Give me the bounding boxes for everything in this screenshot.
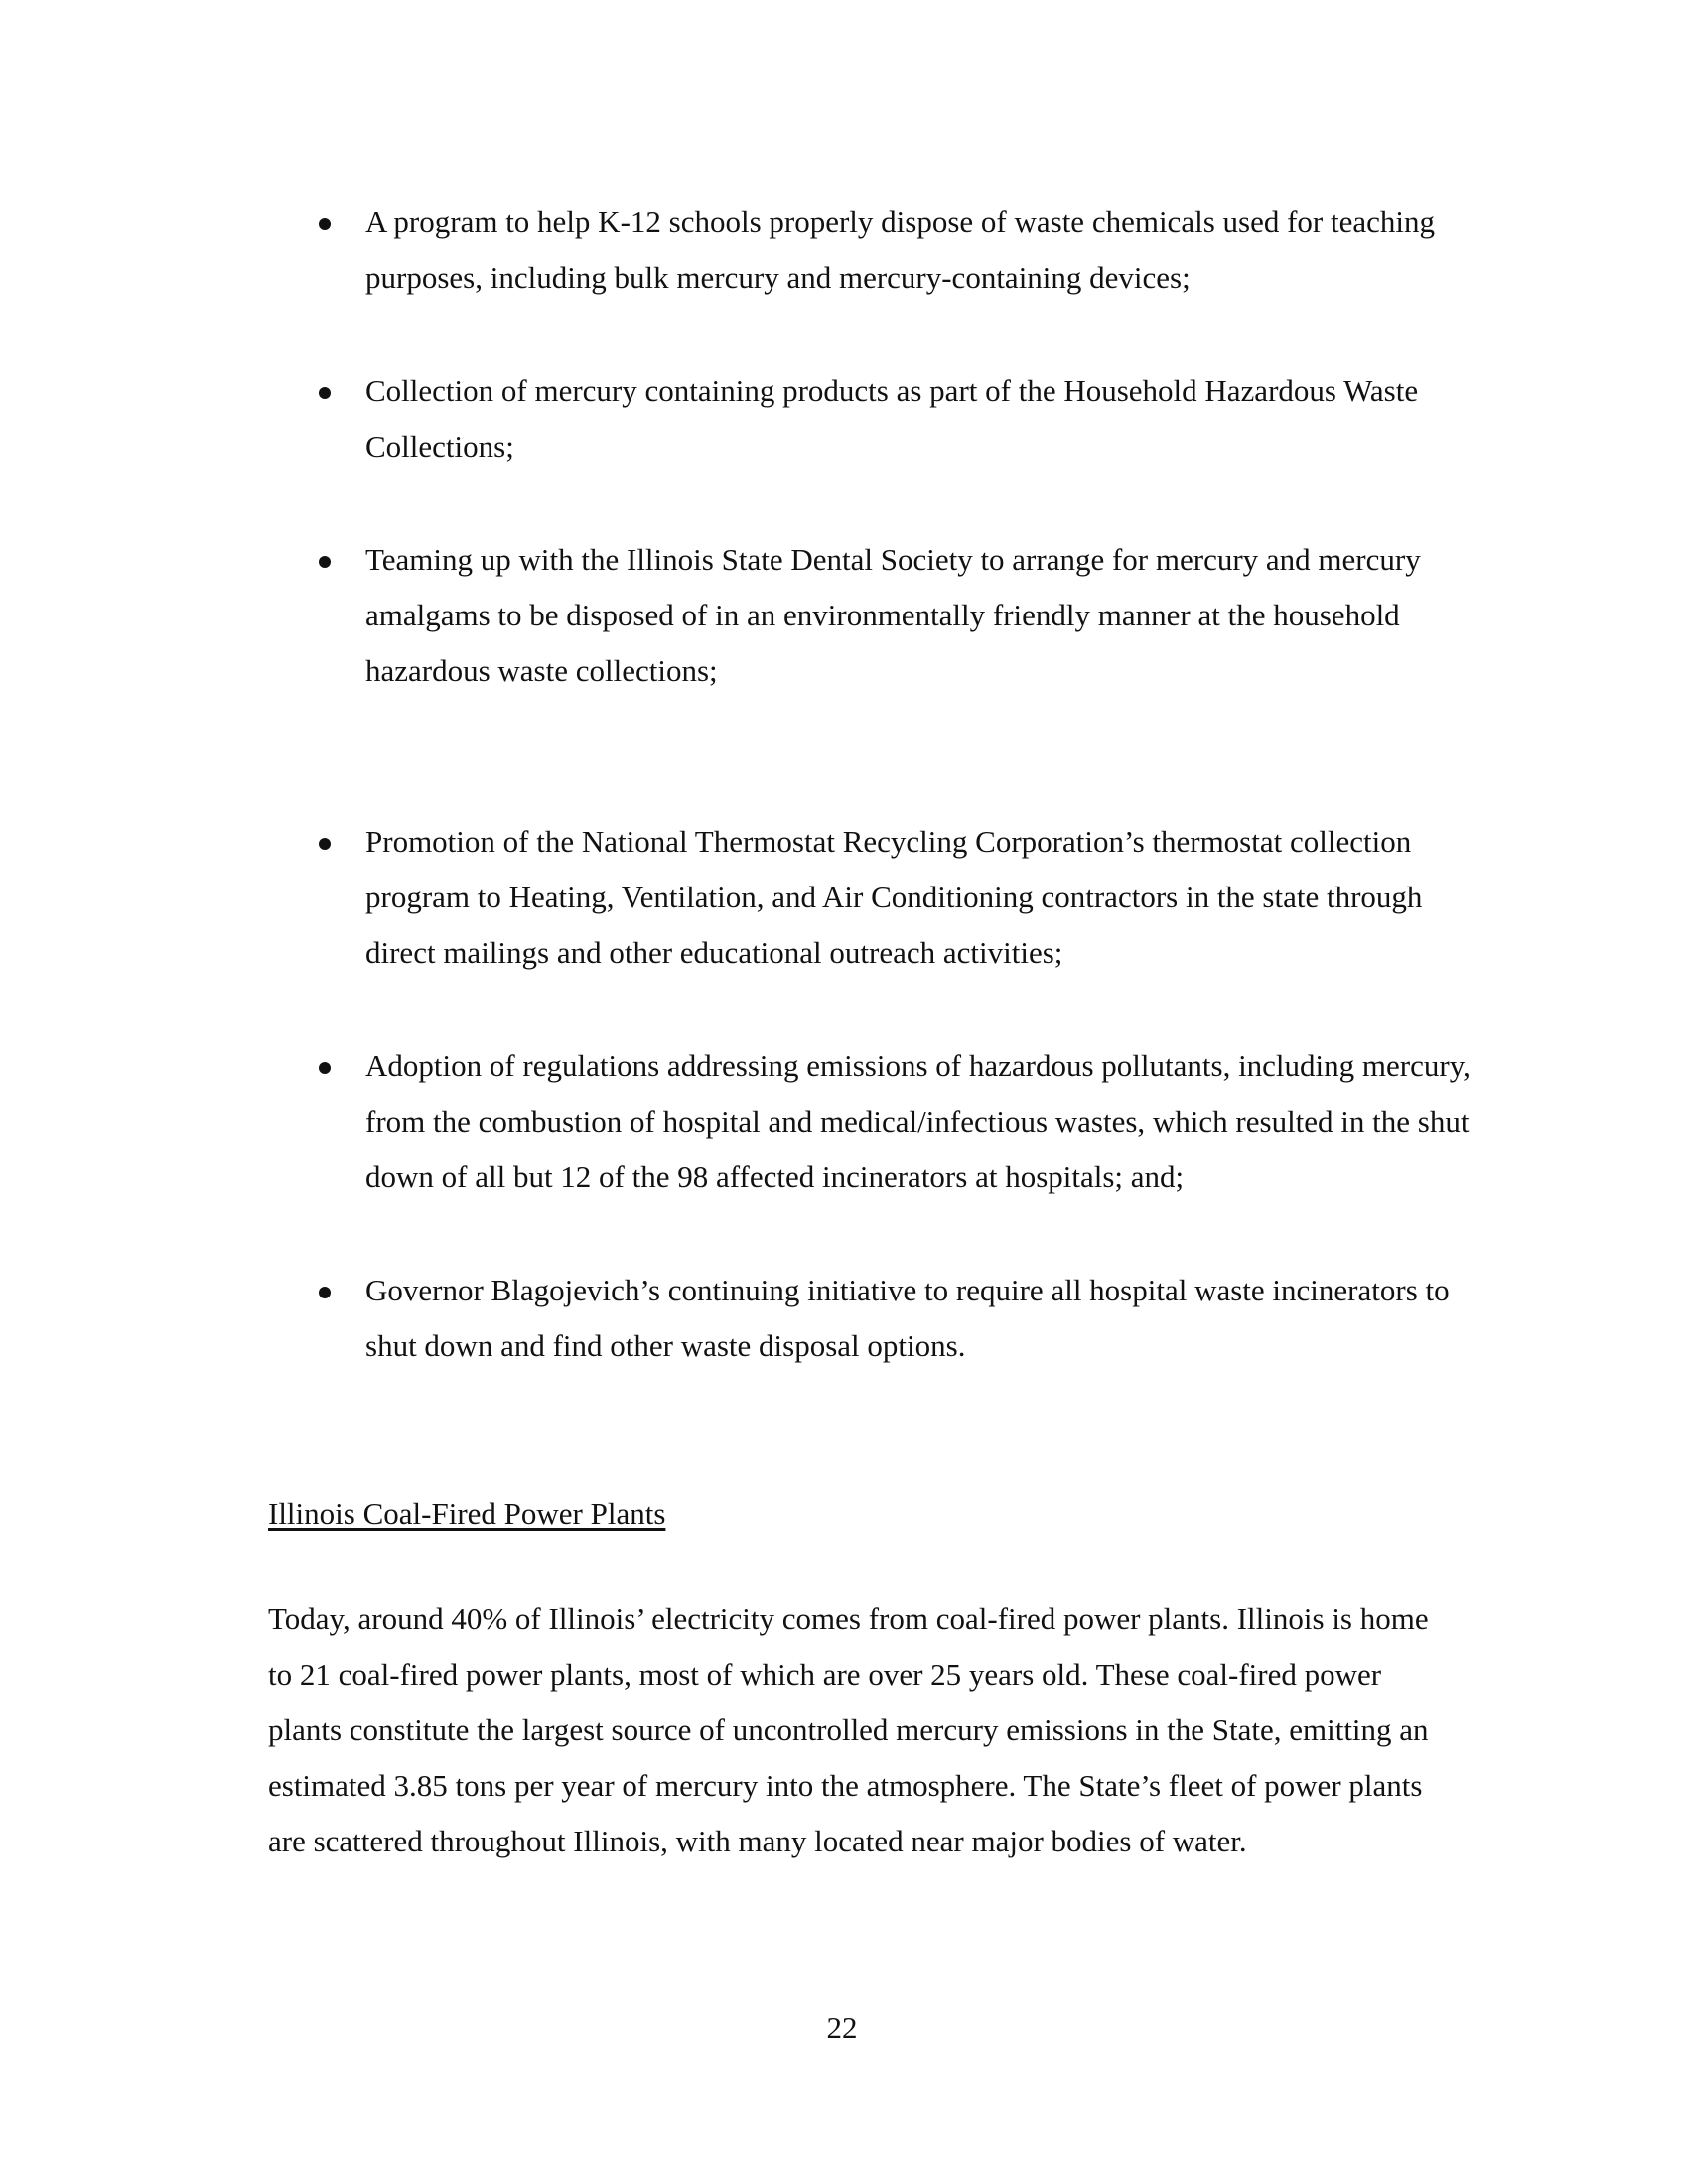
list-item-text: A program to help K-12 schools properly dispose of waste chemicals used for teaching purposes, including bulk mercury and mercury-containing devices; (365, 205, 1435, 295)
bullet-list (308, 195, 1479, 1432)
bullet-icon (319, 838, 331, 850)
bullet-icon (319, 218, 331, 230)
list-item (308, 195, 1479, 306)
bullet-icon (319, 387, 331, 399)
list-item-text: Teaming up with the Illinois State Dental Society to arrange for mercury and mercury amalgams to be disposed of in an environmentally friendly manner at the household hazardous waste collections; (365, 542, 1421, 688)
list-item (308, 1263, 1479, 1374)
page-number: 22 (826, 2010, 858, 2045)
bullet-icon (319, 1062, 331, 1074)
list-item (308, 1038, 1479, 1205)
list-item (308, 814, 1479, 981)
list-item-text: Promotion of the National Thermostat Recycling Corporation’s thermostat collection program to Heating, Ventilation, and Air Conditioning contractors in the state through direct mailings and other educational outreach activities; (365, 824, 1423, 970)
list-item (308, 532, 1479, 699)
list-item-text: Collection of mercury containing products as part of the Household Hazardous Waste Collections; (365, 373, 1419, 464)
list-item-text: Governor Blagojevich’s continuing initiative to require all hospital waste incinerators to shut down and find other waste disposal options. (365, 1273, 1450, 1363)
section-heading: Illinois Coal-Fired Power Plants (268, 1496, 666, 1531)
bullet-icon (319, 1287, 331, 1298)
bullet-icon (319, 556, 331, 568)
list-item (308, 363, 1479, 475)
list-item-text: Adoption of regulations addressing emissions of hazardous pollutants, including mercury, from the combustion of hospital and medical/infectious wastes, which resulted in the shut down of all but 12 of the 98 affected incinerators at hospitals; and; (365, 1048, 1471, 1194)
body-paragraph: Today, around 40% of Illinois’ electricity comes from coal-fired power plants. Illinois is home to 21 coal-fired power plants, most of which are over 25 years old. These coal-fired power plants constitute the largest source of uncontrolled mercury emissions in the State, emitting an estimated 3.85 tons per year of mercury into the atmosphere. The State’s fleet of power plants are scattered throughout Illinois, with many located near major bodies of water. (268, 1601, 1429, 1858)
